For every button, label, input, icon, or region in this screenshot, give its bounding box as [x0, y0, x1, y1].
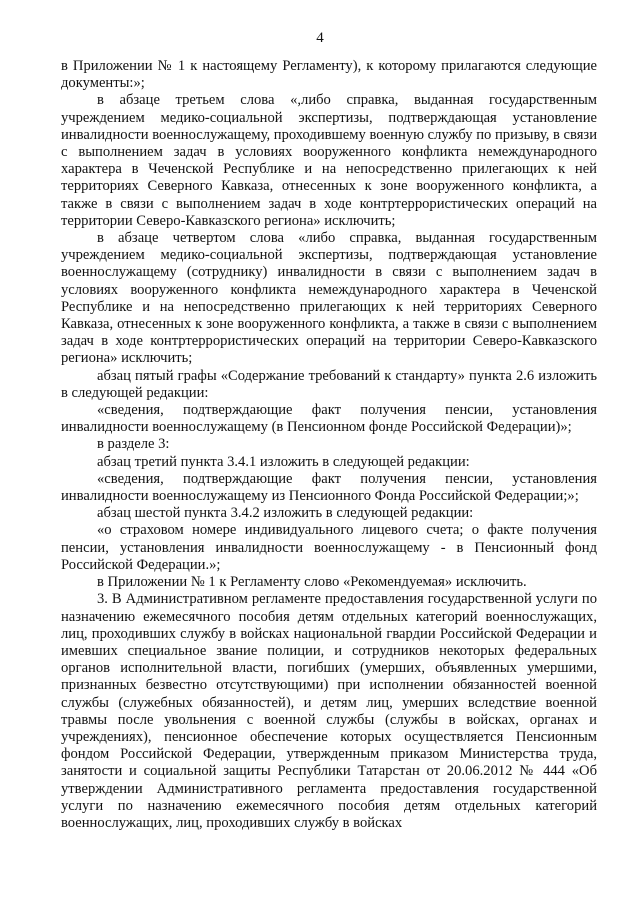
paragraph-10: «о страховом номере индивидуального лицевого счета; о факте получения пенсии, установления инвалидности военнослужащему - в Пенсионный фонд Российской Федерации.»; [61, 522, 597, 573]
paragraph-12: 3. В Административном регламенте предоставления государственной услуги по назначению ежемесячного пособия детям отдельных категорий военнослужащих, лиц, проходивших службу в войсках национальной гвардии Российской Федерации и имевших специальное звание полиции, и сотрудников некоторых федеральных органов исполнительной власти, погибших (умерших, объявленных умершими, признанных безвестно отсутствующими) при исполнении обязанностей военной службы (служебных обязанностей), и детям лиц, умерших вследствие военной травмы после увольнения с военной службы (службы в войсках, органах и учреждениях), пенсионное обеспечение которых осуществляется Пенсионным фондом Российской Федерации, утвержденным приказом Министерства труда, занятости и социальной защиты Республики Татарстан от 20.06.2012 № 444 «Об утверждении Административного регламента предоставления государственной услуги по назначению ежемесячного пособия детям отдельных категорий военнослужащих, лиц, проходивших службу в войсках [61, 591, 597, 831]
paragraph-1: в Приложении № 1 к настоящему Регламенту), к которому прилагаются следующие документы:»; [61, 58, 597, 92]
paragraph-7: абзац третий пункта 3.4.1 изложить в следующей редакции: [97, 453, 470, 470]
paragraph-11: в Приложении № 1 к Регламенту слово «Рекомендуемая» исключить. [97, 574, 527, 591]
paragraph-8: «сведения, подтверждающие факт получения пенсии, установления инвалидности военнослужащему из Пенсионного Фонда Российской Федерации;»; [61, 470, 597, 505]
paragraph-3: в абзаце четвертом слова «либо справка, выданная государственным учреждением медико-социальной экспертизы, подтверждающая установление военнослужащему (сотруднику) инвалидности в связи с выполнением задач в условиях вооруженного конфликта немеждународного характера в Чеченской Республике и на непосредственно прилегающих к ней территориях Северного Кавказа, отнесенных к зоне вооруженного конфликта, а также в связи с выполнением задач в ходе контртеррористических операций на территории Северо-Кавказского региона» исключить; [61, 230, 597, 367]
paragraph-2: в абзаце третьем слова «,либо справка, выданная государственным учреждением медико-социальной экспертизы, подтверждающая установление инвалидности военнослужащему, проходившему военную службу по призыву, в связи с выполнением задач в условиях вооруженного конфликта немеждународного характера в Чеченской Республике и на непосредственно прилегающих к ней территориях Северного Кавказа, отнесенных к зоне вооруженного конфликта, а также в связи с выполнением задач в ходе контртеррористических операций на территории Северо-Кавказского региона» исключить; [61, 92, 597, 229]
paragraph-9: абзац шестой пункта 3.4.2 изложить в следующей редакции: [97, 505, 474, 522]
paragraph-4: абзац пятый графы «Содержание требований к стандарту» пункта 2.6 изложить в следующей редакции: [61, 367, 597, 401]
paragraph-5: «сведения, подтверждающие факт получения пенсии, установления инвалидности военнослужащему (в Пенсионном фонде Российской Федерации)»; [61, 402, 597, 436]
paragraph-6: в разделе 3: [97, 436, 170, 453]
document-body [61, 58, 597, 832]
page-number: 4 [316, 30, 324, 46]
